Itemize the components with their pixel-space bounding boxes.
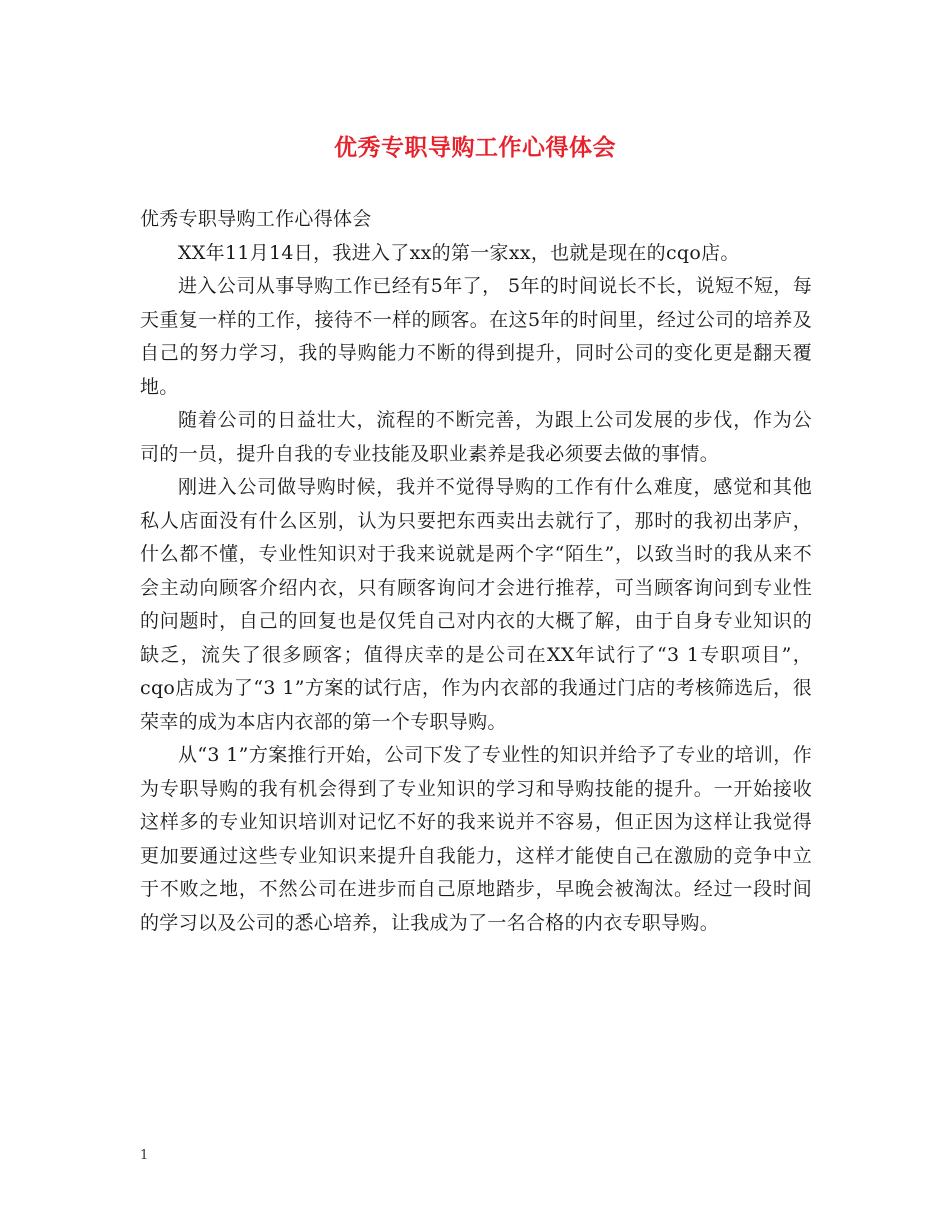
- paragraph: XX年11月14日，我进入了xx的第一家xx，也就是现在的cqo店。: [178, 241, 740, 264]
- document-body: [140, 203, 812, 940]
- page-number: 1: [140, 1148, 149, 1163]
- paragraph: 从“3 1”方案推行开始，公司下发了专业性的知识并给予了专业的培训，作为专职导购的我有机会得到了专业知识的学习和导购技能的提升。一开始接收这样多的专业知识培训对记忆不好的我来说并不容易，但正因为这样让我觉得更加要通过这些专业知识来提升自我能力，这样才能使自己在激励的竞争中立于不败之地，不然公司在进步而自己原地踏步，早晚会被淘汰。经过一段时间的学习以及公司的悉心培养，让我成为了一名合格的内衣专职导购。: [140, 744, 812, 934]
- paragraph: 刚进入公司做导购时候，我并不觉得导购的工作有什么难度，感觉和其他私人店面没有什么区别，认为只要把东西卖出去就行了，那时的我初出茅庐，什么都不懂，专业性知识对于我来说就是两个字“陌生”，以致当时的我从来不会主动向顾客介绍内衣，只有顾客询问才会进行推荐，可当顾客询问到专业性的问题时，自己的回复也是仅凭自己对内衣的大概了解，由于自身专业知识的缺乏，流失了很多顾客；值得庆幸的是公司在XX年试行了“3 1专职项目”， cqo店成为了“3 1”方案的试行店，作为内衣部的我通过门店的考核筛选后，很荣幸的成为本店内衣部的第一个专职导购。: [140, 476, 812, 733]
- paragraph: 随着公司的日益壮大，流程的不断完善，为跟上公司发展的步伐，作为公司的一员，提升自我的专业技能及职业素养是我必须要去做的事情。: [140, 409, 812, 465]
- document-title: 优秀专职导购工作心得体会: [334, 134, 616, 161]
- paragraph-heading: 优秀专职导购工作心得体会: [140, 208, 372, 230]
- paragraph: 进入公司从事导购工作已经有5年了， 5年的时间说长不长，说短不短，每天重复一样的工作，接待不一样的顾客。在这5年的时间里，经过公司的培养及自己的努力学习，我的导购能力不断的得到提升，同时公司的变化更是翻天覆地。: [140, 275, 812, 398]
